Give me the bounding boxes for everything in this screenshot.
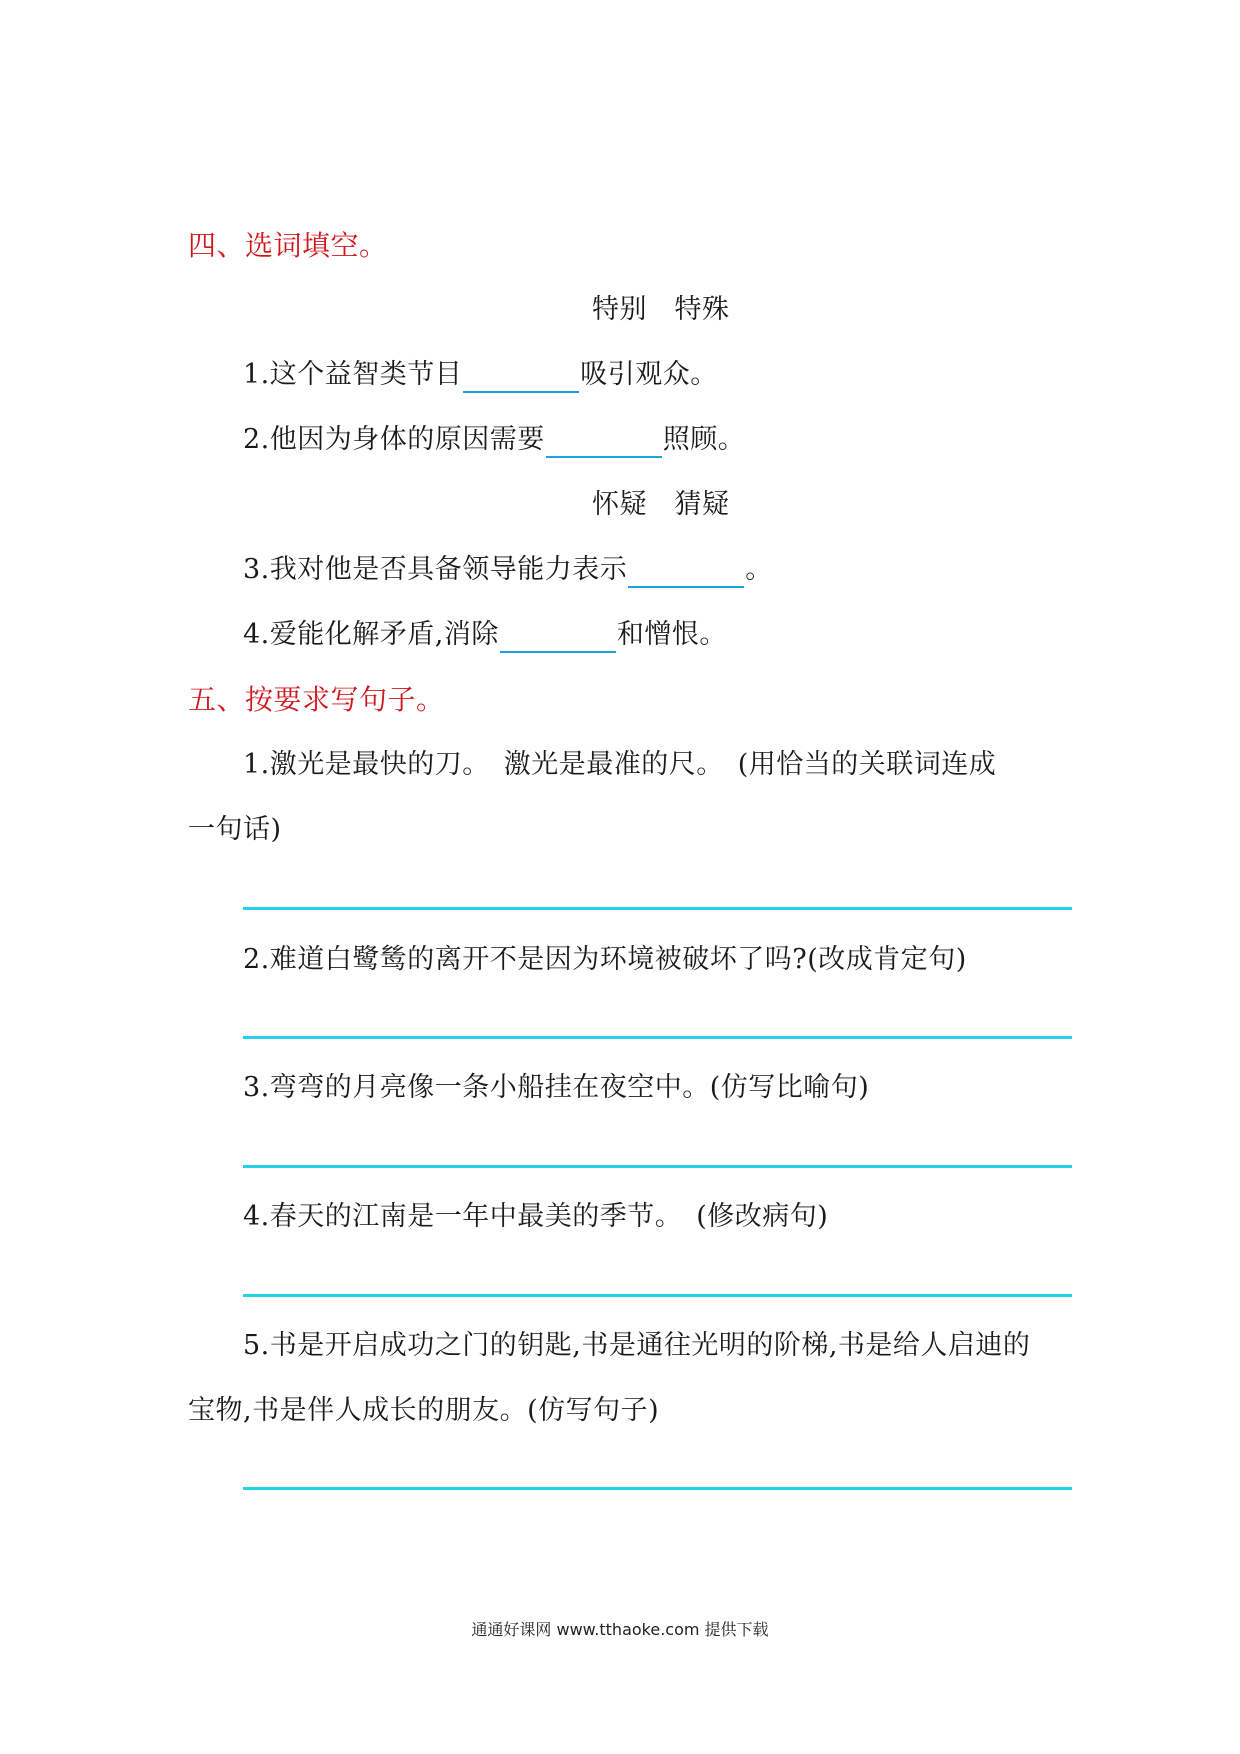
answer-line[interactable] — [243, 1165, 1072, 1168]
question-5-3: 3.弯弯的月亮像一条小船挂在夜空中。(仿写比喻句) — [243, 1072, 870, 1103]
question-4-2 — [243, 422, 745, 458]
question-5-1-line2: 一句话) — [188, 814, 282, 845]
question-5-2: 2.难道白鹭鸶的离开不是因为环境被破坏了吗?(改成肯定句) — [243, 944, 967, 975]
question-text: 照顾。 — [662, 424, 746, 455]
question-text: 。 — [745, 554, 773, 585]
answer-line[interactable] — [243, 1036, 1072, 1039]
fill-blank[interactable] — [500, 621, 616, 653]
fill-blank[interactable] — [546, 426, 662, 458]
question-text: 吸引观众。 — [580, 359, 718, 390]
question-4-1 — [243, 357, 718, 393]
word-choices-2: 怀疑 猜疑 — [592, 489, 730, 520]
question-4-4 — [243, 617, 727, 653]
question-5-5-line2: 宝物,书是伴人成长的朋友。(仿写句子) — [188, 1395, 660, 1426]
question-text: 2.他因为身体的原因需要 — [243, 424, 545, 455]
fill-blank[interactable] — [628, 556, 744, 588]
section-5-heading: 五、按要求写句子。 — [188, 683, 445, 716]
question-4-3 — [243, 552, 773, 588]
question-text: 3.我对他是否具备领导能力表示 — [243, 554, 628, 585]
question-text: 4.爱能化解矛盾,消除 — [243, 619, 499, 650]
footer-text: 通通好课网 www.tthaoke.com 提供下载 — [471, 1620, 769, 1639]
question-5-5-line1: 5.书是开启成功之门的钥匙,书是通往光明的阶梯,书是给人启迪的 — [243, 1330, 1031, 1361]
answer-line[interactable] — [243, 1294, 1072, 1297]
question-text: 和憎恨。 — [616, 619, 727, 650]
answer-line[interactable] — [243, 907, 1072, 910]
answer-line[interactable] — [243, 1487, 1072, 1490]
question-text: 1.这个益智类节目 — [243, 359, 463, 390]
question-5-4: 4.春天的江南是一年中最美的季节。 (修改病句) — [243, 1201, 829, 1232]
fill-blank[interactable] — [463, 361, 579, 393]
question-5-1-line1: 1.激光是最快的刀。 激光是最准的尺。 (用恰当的关联词连成 — [243, 749, 997, 780]
word-choices-1: 特别 特殊 — [592, 294, 730, 325]
section-4-heading: 四、选词填空。 — [188, 229, 388, 262]
